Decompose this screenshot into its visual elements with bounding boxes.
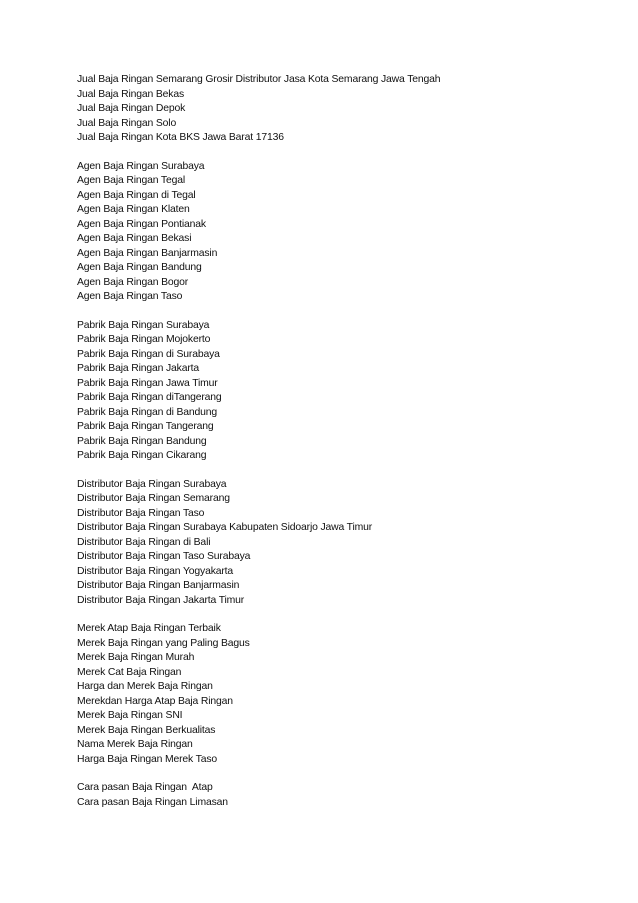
text-line: Pabrik Baja Ringan Bandung	[77, 435, 207, 447]
text-line: Cara pasan Baja Ringan Limasan	[77, 796, 228, 808]
text-line: Jual Baja Ringan Bekas	[77, 88, 185, 100]
text-line: Jual Baja Ringan Semarang Grosir Distributor Jasa Kota Semarang Jawa Tengah	[77, 74, 441, 85]
paragraph-merek	[77, 622, 597, 767]
paragraph-cara-pasang	[77, 781, 597, 810]
text-line: Harga Baja Ringan Merek Taso	[77, 753, 217, 765]
text-line: Agen Baja Ringan Bekasi	[77, 233, 192, 244]
text-line: Merek Baja Ringan yang Paling Bagus	[77, 637, 250, 649]
text-line: Agen Baja Ringan Surabaya	[77, 160, 205, 172]
text-line: Merek Baja Ringan SNI	[77, 710, 183, 721]
text-line: Merek Cat Baja Ringan	[77, 666, 182, 678]
text-line: Jual Baja Ringan Depok	[77, 103, 186, 114]
paragraph-distributor	[77, 478, 597, 609]
paragraph-agen	[77, 160, 597, 305]
text-line: Pabrik Baja Ringan diTangerang	[77, 392, 222, 403]
text-line: Merek Baja Ringan Berkualitas	[77, 724, 216, 736]
text-line: Distributor Baja Ringan Taso Surabaya	[77, 551, 251, 562]
text-line: Merek Atap Baja Ringan Terbaik	[77, 623, 221, 634]
text-line: Pabrik Baja Ringan Jawa Timur	[77, 377, 218, 389]
text-line: Nama Merek Baja Ringan	[77, 739, 193, 750]
text-line: Pabrik Baja Ringan di Surabaya	[77, 348, 220, 360]
text-line: Jual Baja Ringan Solo	[77, 117, 177, 129]
text-line: Harga dan Merek Baja Ringan	[77, 681, 213, 692]
text-line: Distributor Baja Ringan di Bali	[77, 536, 211, 548]
text-line: Cara pasan Baja Ringan Atap	[77, 782, 213, 793]
text-line: Agen Baja Ringan Klaten	[77, 204, 190, 215]
paragraph-jual	[77, 73, 597, 146]
text-line: Distributor Baja Ringan Surabaya Kabupaten Sidoarjo Jawa Timur	[77, 522, 373, 533]
text-line: Agen Baja Ringan Pontianak	[77, 218, 206, 230]
text-line: Pabrik Baja Ringan Cikarang	[77, 450, 207, 461]
text-line: Distributor Baja Ringan Surabaya	[77, 478, 227, 490]
text-line: Distributor Baja Ringan Taso	[77, 507, 205, 519]
text-line: Merekdan Harga Atap Baja Ringan	[77, 695, 233, 707]
text-line: Pabrik Baja Ringan Surabaya	[77, 319, 210, 331]
text-line: Agen Baja Ringan Banjarmasin	[77, 247, 218, 259]
text-line: Agen Baja Ringan Taso	[77, 291, 183, 302]
text-line: Pabrik Baja Ringan Jakarta	[77, 363, 200, 374]
text-line: Distributor Baja Ringan Yogyakarta	[77, 565, 234, 577]
text-line: Pabrik Baja Ringan Tangerang	[77, 421, 214, 432]
text-line: Agen Baja Ringan Bogor	[77, 276, 189, 288]
text-line: Distributor Baja Ringan Banjarmasin	[77, 580, 240, 591]
text-line: Jual Baja Ringan Kota BKS Jawa Barat 17136	[77, 132, 284, 143]
text-line: Pabrik Baja Ringan Mojokerto	[77, 334, 211, 345]
paragraph-pabrik	[77, 319, 597, 464]
text-line: Distributor Baja Ringan Jakarta Timur	[77, 594, 245, 606]
text-line: Merek Baja Ringan Murah	[77, 652, 195, 663]
text-line: Distributor Baja Ringan Semarang	[77, 493, 230, 504]
text-line: Agen Baja Ringan Tegal	[77, 175, 186, 186]
text-line: Pabrik Baja Ringan di Bandung	[77, 406, 218, 418]
text-line: Agen Baja Ringan Bandung	[77, 262, 202, 273]
text-line: Agen Baja Ringan di Tegal	[77, 189, 196, 201]
document-page	[77, 73, 597, 824]
